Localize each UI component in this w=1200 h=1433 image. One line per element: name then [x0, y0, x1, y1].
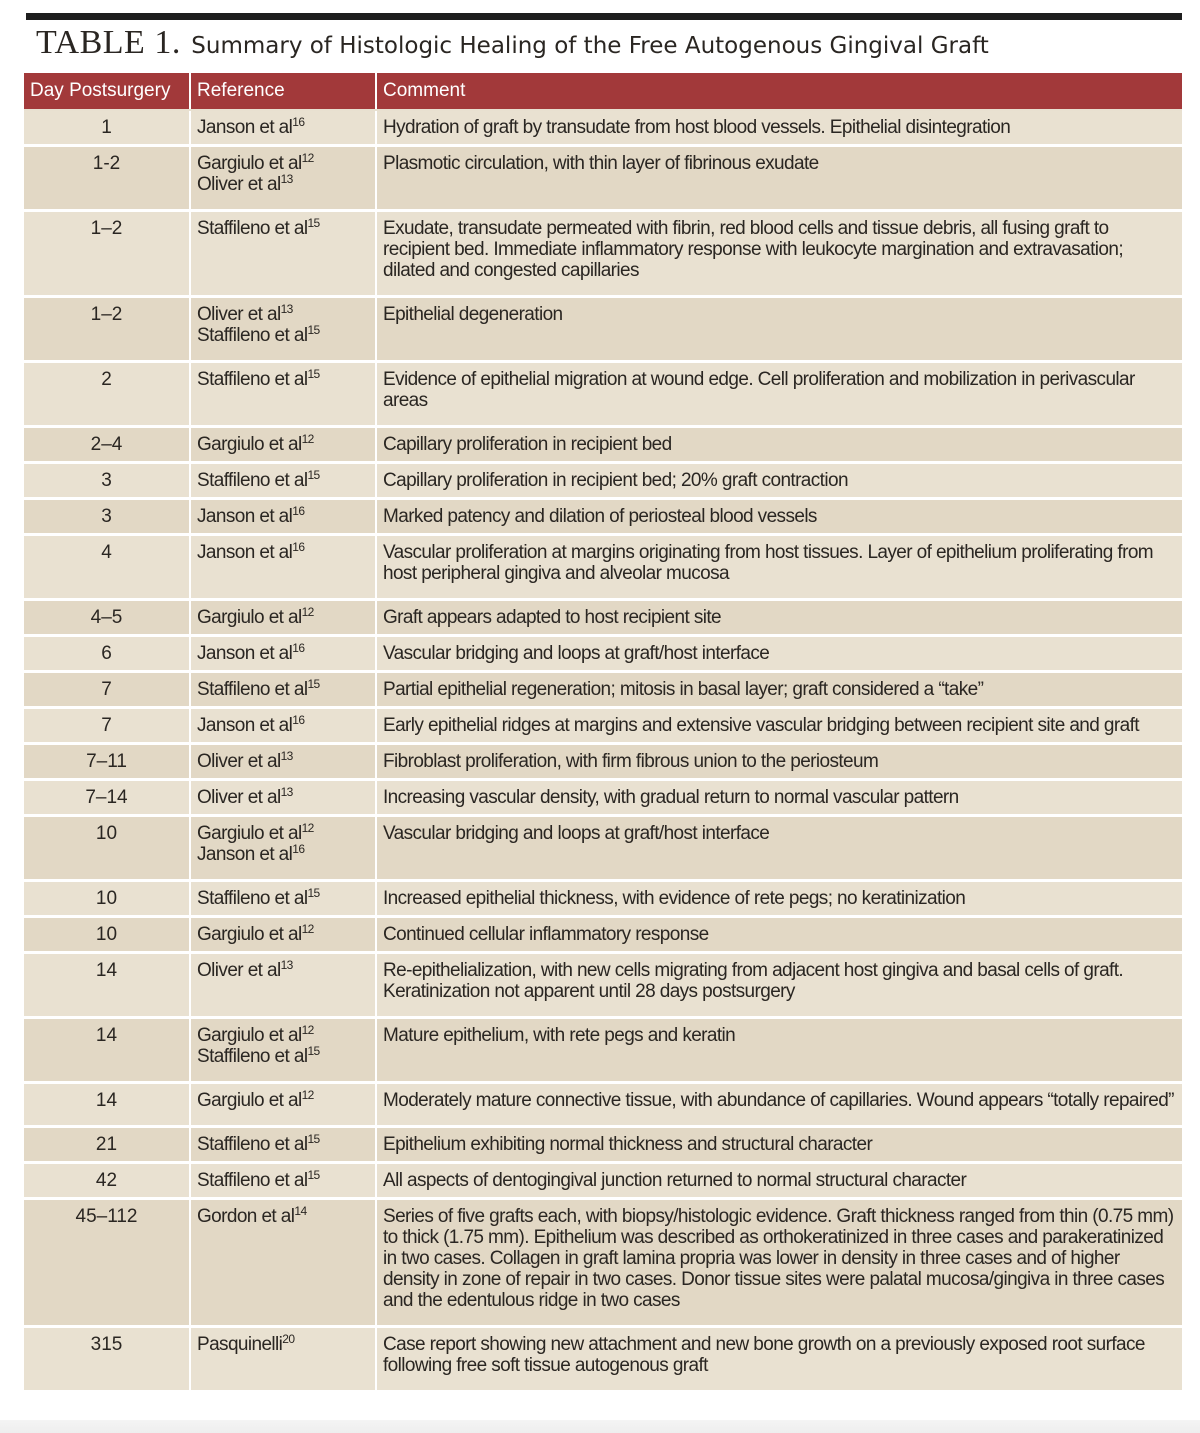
comment-cell: Epithelium exhibiting normal thickness and structural character [376, 1127, 1182, 1163]
reference-number: 20 [282, 1332, 295, 1346]
reference-author: Janson et al [197, 844, 293, 865]
comment-cell: Mature epithelium, with rete pegs and keratin [376, 1018, 1182, 1083]
day-cell: 14 [24, 953, 190, 1018]
reference-author: Oliver et al [197, 960, 281, 981]
reference-cell [190, 110, 376, 146]
table-row [24, 110, 1182, 146]
healing-summary-table [24, 73, 1182, 1393]
comment-cell: Marked patency and dilation of periosteal blood vessels [376, 499, 1182, 535]
reference-number: 15 [307, 886, 320, 900]
table-row [24, 780, 1182, 816]
reference-author: Janson et al [197, 715, 293, 736]
reference-author: Gargiulo et al [197, 1090, 302, 1111]
reference-number: 15 [307, 323, 320, 337]
reference-cell [190, 1127, 376, 1163]
reference-cell [190, 146, 376, 211]
reference-citation [197, 643, 369, 664]
reference-citation [197, 542, 369, 563]
reference-cell [190, 1163, 376, 1199]
reference-cell [190, 708, 376, 744]
comment-cell: Vascular bridging and loops at graft/host interface [376, 636, 1182, 672]
day-cell: 1 [24, 110, 190, 146]
reference-author: Gargiulo et al [197, 823, 302, 844]
table-row [24, 672, 1182, 708]
comment-cell: Re-epithelialization, with new cells migrating from adjacent host gingiva and basal cells of graft. Keratinization not apparent until 28 days postsurgery [376, 953, 1182, 1018]
table-label: TABLE 1. [36, 24, 181, 61]
reference-cell [190, 953, 376, 1018]
reference-number: 15 [307, 677, 320, 691]
day-cell: 14 [24, 1018, 190, 1083]
reference-cell [190, 297, 376, 362]
reference-citation [197, 506, 369, 527]
reference-cell [190, 1018, 376, 1083]
reference-number: 16 [292, 641, 305, 655]
reference-cell [190, 816, 376, 881]
comment-cell: All aspects of dentogingival junction returned to normal structural character [376, 1163, 1182, 1199]
comment-cell: Capillary proliferation in recipient bed [376, 427, 1182, 463]
reference-author: Janson et al [197, 542, 293, 563]
day-cell: 6 [24, 636, 190, 672]
reference-citation [197, 715, 369, 736]
reference-number: 13 [280, 302, 293, 316]
reference-author: Staffileno et al [197, 218, 308, 239]
reference-number: 13 [280, 785, 293, 799]
reference-citation [197, 960, 369, 981]
day-cell: 10 [24, 917, 190, 953]
reference-citation [197, 218, 369, 239]
table-row [24, 1127, 1182, 1163]
reference-cell [190, 917, 376, 953]
comment-cell: Moderately mature connective tissue, with abundance of capillaries. Wound appears “totally repaired” [376, 1083, 1182, 1127]
reference-author: Oliver et al [197, 304, 281, 325]
day-cell: 7 [24, 672, 190, 708]
reference-number: 14 [294, 1204, 307, 1218]
reference-citation [197, 1170, 369, 1191]
header-day: Day Postsurgery [24, 73, 190, 110]
reference-author: Staffileno et al [197, 888, 308, 909]
reference-number: 15 [307, 1132, 320, 1146]
comment-cell: Vascular bridging and loops at graft/host interface [376, 816, 1182, 881]
comment-cell: Graft appears adapted to host recipient site [376, 600, 1182, 636]
reference-number: 16 [292, 842, 305, 856]
day-cell: 315 [24, 1327, 190, 1392]
table-row [24, 362, 1182, 427]
reference-number: 12 [301, 1023, 314, 1037]
reference-cell [190, 1327, 376, 1392]
reference-author: Staffileno et al [197, 470, 308, 491]
day-cell: 21 [24, 1127, 190, 1163]
table-row [24, 1199, 1182, 1327]
day-cell: 10 [24, 816, 190, 881]
table-row [24, 1083, 1182, 1127]
reference-author: Gargiulo et al [197, 434, 302, 455]
table-row [24, 427, 1182, 463]
table-row [24, 600, 1182, 636]
table-row [24, 535, 1182, 600]
reference-citation [197, 1134, 369, 1155]
reference-author: Oliver et al [197, 787, 281, 808]
table-row [24, 816, 1182, 881]
reference-author: Gargiulo et al [197, 153, 302, 174]
table-row [24, 881, 1182, 917]
reference-citation [197, 1090, 369, 1111]
reference-cell [190, 672, 376, 708]
reference-author: Janson et al [197, 643, 293, 664]
reference-author: Gargiulo et al [197, 924, 302, 945]
reference-author: Staffileno et al [197, 679, 308, 700]
reference-author: Staffileno et al [197, 1134, 308, 1155]
table-row [24, 1018, 1182, 1083]
table-title [36, 24, 989, 62]
comment-cell: Partial epithelial regeneration; mitosis in basal layer; graft considered a “take” [376, 672, 1182, 708]
reference-author: Staffileno et al [197, 1046, 308, 1067]
reference-author: Staffileno et al [197, 1170, 308, 1191]
header-reference: Reference [190, 73, 376, 110]
day-cell: 7–14 [24, 780, 190, 816]
header-comment: Comment [376, 73, 1182, 110]
day-cell: 4 [24, 535, 190, 600]
reference-cell [190, 463, 376, 499]
day-cell: 2 [24, 362, 190, 427]
table-row [24, 499, 1182, 535]
table-row [24, 1327, 1182, 1392]
reference-citation [197, 787, 369, 808]
reference-citation [197, 369, 369, 390]
day-cell: 7 [24, 708, 190, 744]
reference-cell [190, 362, 376, 427]
reference-number: 12 [301, 922, 314, 936]
reference-citation [197, 1334, 369, 1355]
reference-cell [190, 427, 376, 463]
comment-cell: Plasmotic circulation, with thin layer of fibrinous exudate [376, 146, 1182, 211]
reference-citation [197, 304, 369, 325]
reference-citation [197, 924, 369, 945]
day-cell: 45–112 [24, 1199, 190, 1327]
reference-author: Janson et al [197, 506, 293, 527]
reference-citation [197, 470, 369, 491]
comment-cell: Increasing vascular density, with gradual return to normal vascular pattern [376, 780, 1182, 816]
reference-citation [197, 434, 369, 455]
reference-cell [190, 535, 376, 600]
table-row [24, 146, 1182, 211]
reference-number: 12 [301, 1088, 314, 1102]
reference-author: Oliver et al [197, 174, 281, 195]
reference-number: 15 [307, 1044, 320, 1058]
reference-number: 15 [307, 216, 320, 230]
reference-citation [197, 174, 369, 195]
day-cell: 2–4 [24, 427, 190, 463]
reference-number: 15 [307, 468, 320, 482]
comment-cell: Continued cellular inflammatory response [376, 917, 1182, 953]
table-row [24, 917, 1182, 953]
reference-number: 13 [280, 172, 293, 186]
day-cell: 3 [24, 463, 190, 499]
reference-number: 12 [301, 821, 314, 835]
reference-author: Pasquinelli [197, 1334, 283, 1355]
reference-author: Gargiulo et al [197, 1025, 302, 1046]
reference-citation [197, 888, 369, 909]
table-row [24, 636, 1182, 672]
reference-cell [190, 1199, 376, 1327]
reference-cell [190, 744, 376, 780]
comment-cell: Case report showing new attachment and new bone growth on a previously exposed root surface following free soft tissue autogenous graft [376, 1327, 1182, 1392]
reference-cell [190, 780, 376, 816]
reference-citation [197, 153, 369, 174]
reference-author: Oliver et al [197, 751, 281, 772]
table-body [24, 110, 1182, 1392]
table-row [24, 708, 1182, 744]
day-cell: 1–2 [24, 211, 190, 297]
reference-number: 12 [301, 151, 314, 165]
table-caption: Summary of Histologic Healing of the Free Autogenous Gingival Graft [191, 33, 989, 59]
reference-number: 16 [292, 504, 305, 518]
reference-cell [190, 881, 376, 917]
reference-citation [197, 844, 369, 865]
day-cell: 3 [24, 499, 190, 535]
reference-cell [190, 1083, 376, 1127]
table-row [24, 297, 1182, 362]
comment-cell: Increased epithelial thickness, with evidence of rete pegs; no keratinization [376, 881, 1182, 917]
comment-cell: Early epithelial ridges at margins and extensive vascular bridging between recipient site and graft [376, 708, 1182, 744]
reference-citation [197, 325, 369, 346]
reference-citation [197, 679, 369, 700]
reference-number: 16 [292, 540, 305, 554]
reference-citation [197, 1206, 369, 1227]
reference-cell [190, 636, 376, 672]
reference-citation [197, 117, 369, 138]
reference-cell [190, 211, 376, 297]
day-cell: 14 [24, 1083, 190, 1127]
top-rule [26, 13, 1182, 20]
day-cell: 4–5 [24, 600, 190, 636]
reference-author: Janson et al [197, 117, 293, 138]
table-row [24, 463, 1182, 499]
reference-number: 12 [301, 432, 314, 446]
comment-cell: Capillary proliferation in recipient bed; 20% graft contraction [376, 463, 1182, 499]
reference-citation [197, 823, 369, 844]
reference-citation [197, 607, 369, 628]
reference-number: 12 [301, 605, 314, 619]
reference-author: Gargiulo et al [197, 607, 302, 628]
reference-number: 15 [307, 367, 320, 381]
day-cell: 7–11 [24, 744, 190, 780]
comment-cell: Fibroblast proliferation, with firm fibrous union to the periosteum [376, 744, 1182, 780]
table-row [24, 744, 1182, 780]
comment-cell: Hydration of graft by transudate from host blood vessels. Epithelial disintegration [376, 110, 1182, 146]
reference-citation [197, 1025, 369, 1046]
header-row [24, 73, 1182, 110]
reference-cell [190, 600, 376, 636]
comment-cell: Evidence of epithelial migration at wound edge. Cell proliferation and mobilization in perivascular areas [376, 362, 1182, 427]
reference-author: Staffileno et al [197, 369, 308, 390]
bottom-fade [0, 1420, 1200, 1433]
day-cell: 42 [24, 1163, 190, 1199]
reference-number: 13 [280, 749, 293, 763]
day-cell: 1–2 [24, 297, 190, 362]
reference-number: 13 [280, 958, 293, 972]
reference-citation [197, 1046, 369, 1067]
comment-cell: Series of five grafts each, with biopsy/histologic evidence. Graft thickness ranged from thin (0.75 mm) to thick (1.75 mm). Epithelium was described as orthokeratinized in three cases and parakeratinized in two cases. Collagen in graft lamina propria was lower in density in three cases and of higher density in zone of repair in two cases. Donor tissue sites were palatal mucosa/gingiva in three cases and the edentulous ridge in two cases [376, 1199, 1182, 1327]
reference-author: Gordon et al [197, 1206, 295, 1227]
day-cell: 1-2 [24, 146, 190, 211]
reference-author: Staffileno et al [197, 325, 308, 346]
table-row [24, 211, 1182, 297]
comment-cell: Exudate, transudate permeated with fibrin, red blood cells and tissue debris, all fusing graft to recipient bed. Immediate inflammatory response with leukocyte margination and extravasation; dilated and congested capillaries [376, 211, 1182, 297]
day-cell: 10 [24, 881, 190, 917]
reference-number: 16 [292, 713, 305, 727]
table-row [24, 953, 1182, 1018]
reference-number: 16 [292, 115, 305, 129]
reference-citation [197, 751, 369, 772]
table-row [24, 1163, 1182, 1199]
reference-number: 15 [307, 1168, 320, 1182]
reference-cell [190, 499, 376, 535]
comment-cell: Vascular proliferation at margins originating from host tissues. Layer of epithelium proliferating from host peripheral gingiva and alveolar mucosa [376, 535, 1182, 600]
comment-cell: Epithelial degeneration [376, 297, 1182, 362]
